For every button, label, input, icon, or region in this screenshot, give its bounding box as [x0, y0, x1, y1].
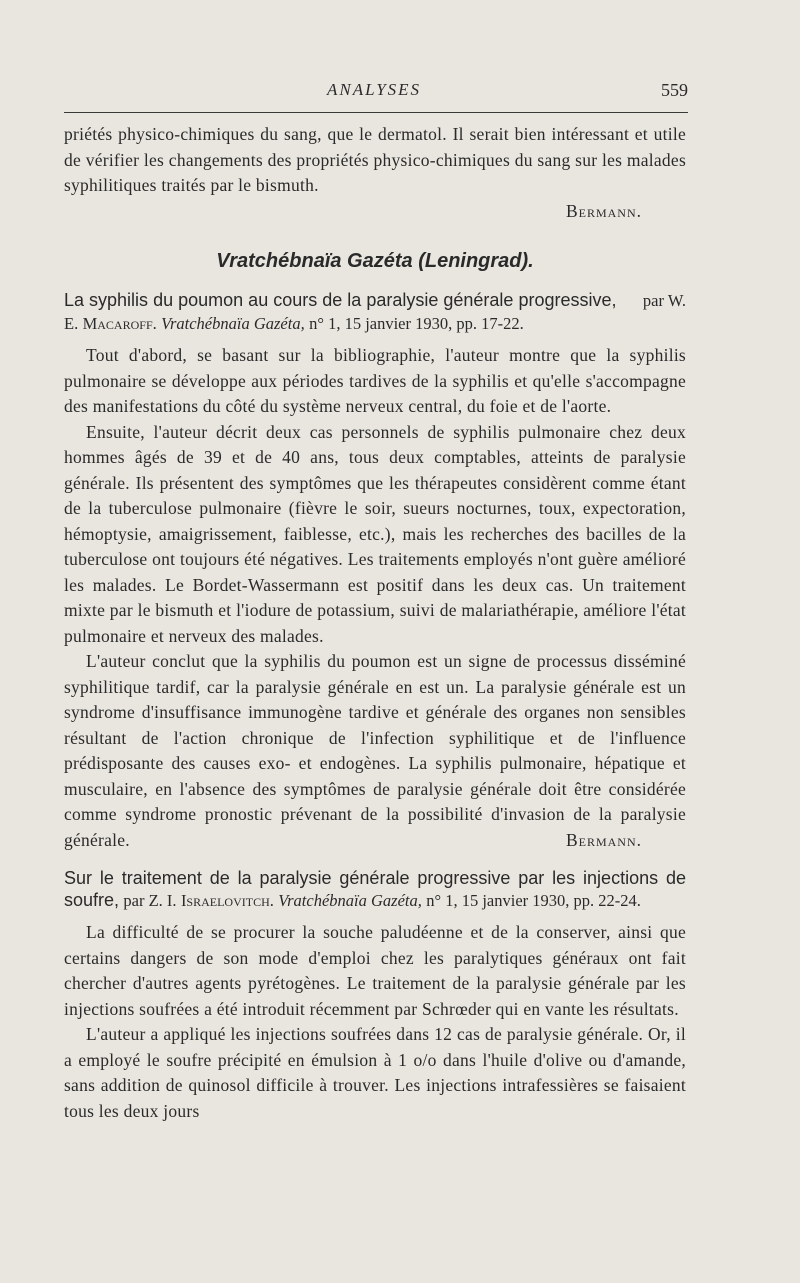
article-2-by: par Z. I.	[123, 891, 177, 910]
article-1-paragraph: L'auteur conclut que la syphilis du poumon est un signe de processus disséminé syphilitique tardif, car la paralysie générale en est un. La paralysie générale est un syndrome d'insuffisance immunogène tardive et générale des organes non sensibles résultant de l'action chronique de l'infection syphilitique et de l'influence prédisposante des causes exo- et endogènes. La syphilis pulmonaire, hépatique et musculaire, en l'absence des symptômes de paralysie générale doit être considérée comme syndrome pronostic prévenant de la possibilité d'invasion de la paralysie générale.	[64, 651, 686, 850]
article-1-heading	[64, 289, 686, 335]
intro-signature	[64, 199, 686, 225]
article-1-paragraph: Ensuite, l'auteur décrit deux cas personnels de syphilis pulmonaire chez deux hommes âgés de 39 et de 40 ans, tous deux comptables, atteints de paralysie générale. Ils présentent des symptômes que les thérapeutes considèrent comme étant de la tuberculose pulmonaire (fièvre le soir, sueurs nocturnes, toux, expectoration, hémoptysie, amaigrissement, faiblesse, etc.), mais les recherches des bacilles de la tuberculose ont toujours été négatives. Les traitements employés n'ont guère amélioré les malades. Le Bordet-Wassermann est positif dans les deux cas. Un traitement mixte par le bismuth et l'iodure de potassium, suivi de malariathérapie, améliore l'état pulmonaire et nerveux des malades.	[64, 421, 686, 646]
article-2-author: Israelovitch.	[180, 891, 274, 910]
article-1-signature	[64, 828, 686, 854]
intro-paragraph: priétés physico-chimiques du sang, que le dermatol. Il serait bien intéressant et utile de vérifier les changements des propriétés physico-chimiques du sang sur les malades syphilitiques traités par le bismuth.	[64, 124, 686, 195]
article-1-journal: Vratchébnaïa Gazéta,	[161, 314, 305, 333]
article-2-paragraph: L'auteur a appliqué les injections soufrées dans 12 cas de paralysie générale. Or, il a employé le soufre précipité en émulsion à 1 o/o dans l'huile d'olive ou d'amande, sans addition de quinosol difficile à trouver. Les injections intrafessières se faisaient tous les deux jours	[64, 1024, 686, 1121]
article-2-ref: n° 1, 15 janvier 1930, pp. 22-24.	[426, 891, 641, 910]
article-2-journal: Vratchébnaïa Gazéta,	[278, 891, 422, 910]
page-number: 559	[661, 80, 688, 100]
article-1-paragraph: Tout d'abord, se basant sur la bibliographie, l'auteur montre que la syphilis pulmonaire se développe aux périodes tardives de la syphilis et qu'elle s'accompagne des manifestations du côté du système nerveux central, du foie et de l'aorte.	[64, 345, 686, 416]
article-2-heading	[64, 867, 686, 912]
journal-title: Vratchébnaïa Gazéta (Leningrad).	[216, 250, 534, 272]
article-1-author: Macaroff.	[82, 314, 157, 333]
running-title: ANALYSES	[326, 80, 422, 99]
page-content	[64, 122, 686, 1124]
signature-text: Bermann.	[565, 829, 642, 850]
article-1-ref: n° 1, 15 janvier 1930, pp. 17-22.	[309, 314, 524, 333]
header-rule	[64, 112, 688, 113]
article-1-by: par W. E.	[64, 291, 687, 333]
signature-text: Bermann.	[565, 200, 642, 221]
article-2-title: Sur le traitement de la paralysie générale progressive par les injections de soufre,	[64, 868, 686, 910]
article-2-paragraph: La difficulté de se procurer la souche paludéenne et de la conserver, ainsi que certains dangers de son mode d'emploi chez les paralytiques généraux ont fait chercher d'autres agents pyrétogènes. Le traitement de la paralysie générale par les injections soufrées a été introduit récemment par Schrœder qui en vante les résultats.	[64, 922, 686, 1019]
page-header	[64, 80, 688, 108]
article-1-title: La syphilis du poumon au cours de la paralysie générale progressive,	[64, 290, 617, 310]
